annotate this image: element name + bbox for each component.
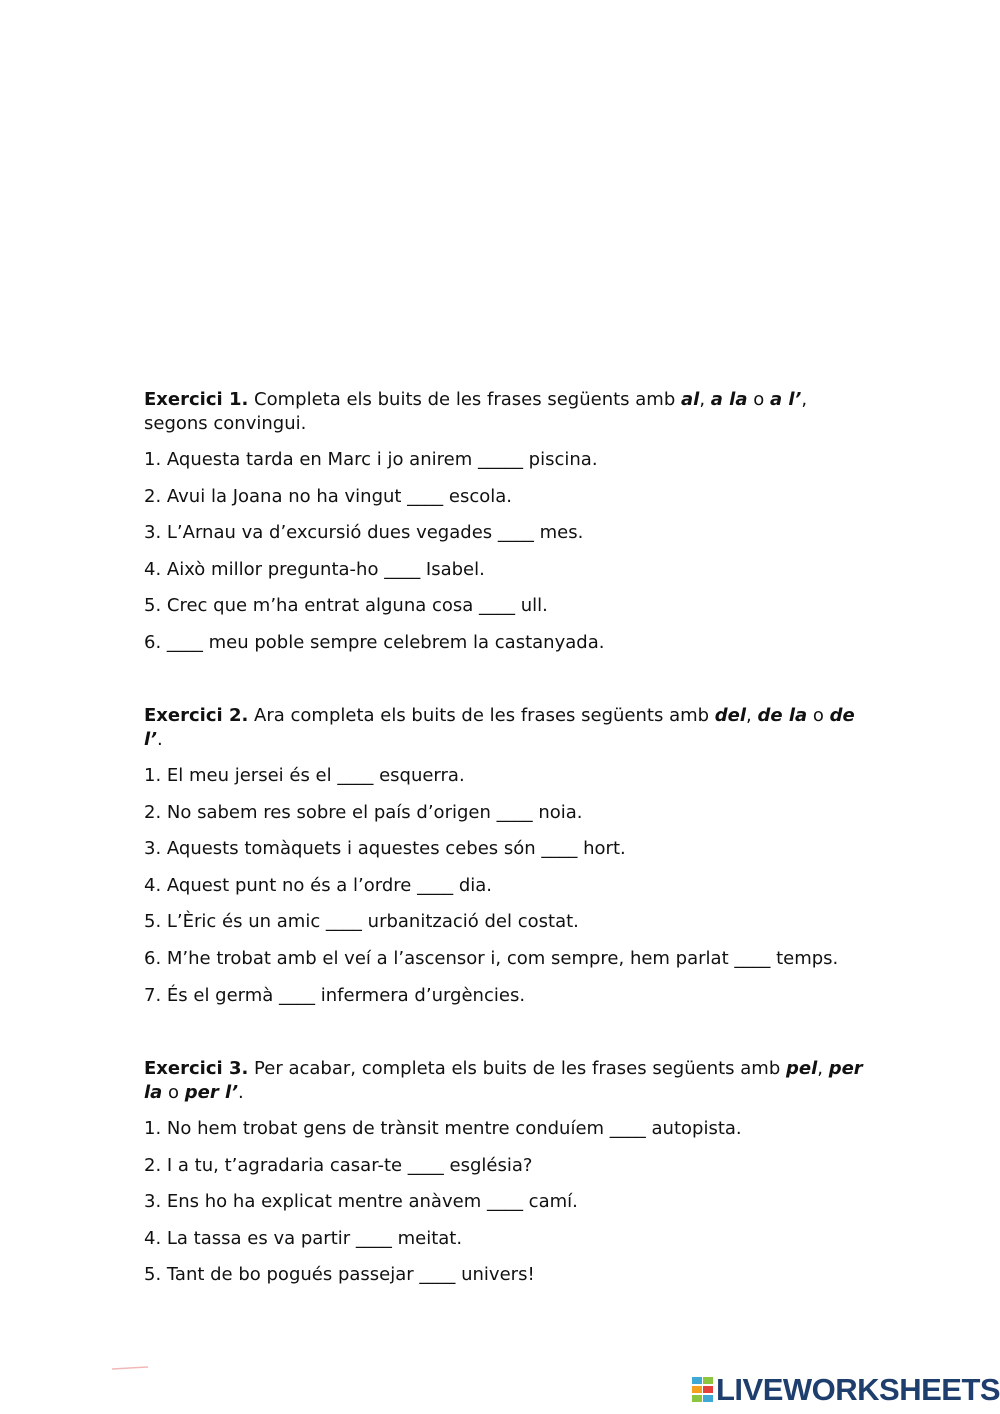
instruction-text: o: [807, 705, 830, 726]
instruction-text: Ara completa els buits de les frases següents amb: [248, 705, 715, 726]
option-de-l: de l’: [144, 705, 855, 750]
exercise-item: 1. Aquesta tarda en Marc i jo anirem _____ piscina.: [144, 449, 598, 470]
liveworksheets-logo[interactable]: [692, 1372, 1000, 1408]
option-de-la: de la: [757, 705, 808, 726]
exercise-1-instruction: [144, 388, 864, 436]
instruction-text: Completa els buits de les frases següents amb: [248, 389, 681, 410]
decorative-smudge: [110, 1366, 150, 1370]
liveworksheets-logo-icon: [692, 1377, 714, 1403]
exercise-item: 1. El meu jersei és el ____ esquerra.: [144, 765, 465, 786]
instruction-text: ,: [699, 389, 711, 410]
option-a-l: a l’: [769, 389, 802, 410]
option-per-la: per la: [144, 1058, 863, 1103]
instruction-text: ,: [817, 1058, 829, 1079]
exercise-item: 4. La tassa es va partir ____ meitat.: [144, 1227, 463, 1249]
exercise-3-list: [144, 1117, 864, 1300]
exercise-2-list: [144, 764, 864, 1020]
option-pel: pel: [785, 1058, 818, 1079]
instruction-text: o: [747, 389, 770, 410]
instruction-text: .: [238, 1082, 244, 1103]
exercise-3-instruction: [144, 1057, 864, 1105]
exercise-item: 3. Ens ho ha explicat mentre anàvem ____ camí.: [144, 1191, 578, 1213]
instruction-text: o: [162, 1082, 185, 1103]
instruction-text: , segons convingui.: [144, 389, 808, 434]
exercise-item: 2. Avui la Joana no ha vingut ____ escola.: [144, 485, 513, 507]
exercise-2-heading: Exercici 2.: [144, 705, 249, 726]
exercise-item: 3. L’Arnau va d’excursió dues vegades ____ mes.: [144, 522, 584, 544]
exercise-item: 5. L’Èric és un amic ____ urbanització del costat.: [144, 911, 579, 933]
exercise-item: 6. M’he trobat amb el veí a l’ascensor i, com sempre, hem parlat ____ temps.: [144, 947, 839, 969]
exercise-item: 6. ____ meu poble sempre celebrem la castanyada.: [144, 631, 605, 653]
exercise-2-instruction: [144, 704, 864, 752]
instruction-text: ,: [746, 705, 758, 726]
exercise-3-heading: Exercici 3.: [144, 1058, 249, 1079]
logo-text: LIVEWORKSHEETS: [716, 1372, 1000, 1407]
exercise-2: [144, 704, 864, 1020]
instruction-text: Per acabar, completa els buits de les frases següents amb: [248, 1058, 786, 1079]
option-del: del: [714, 705, 747, 726]
option-per-l: per l’: [184, 1082, 239, 1103]
exercise-item: 1. No hem trobat gens de trànsit mentre conduíem ____ autopista.: [144, 1118, 742, 1139]
exercise-1: [144, 388, 864, 668]
exercise-3: [144, 1057, 864, 1300]
option-a-la: a la: [710, 389, 748, 410]
exercise-1-heading: Exercici 1.: [144, 389, 249, 410]
instruction-text: .: [157, 729, 163, 750]
exercise-1-list: [144, 448, 864, 668]
exercise-item: 4. Aquest punt no és a l’ordre ____ dia.: [144, 874, 492, 896]
exercise-item: 3. Aquests tomàquets i aquestes cebes són ____ hort.: [144, 838, 626, 860]
exercise-item: 7. És el germà ____ infermera d’urgències.: [144, 984, 526, 1006]
exercise-item: 2. I a tu, t’agradaria casar-te ____ església?: [144, 1154, 533, 1176]
exercise-item: 4. Això millor pregunta-ho ____ Isabel.: [144, 558, 485, 580]
exercise-item: 5. Tant de bo pogués passejar ____ univers!: [144, 1264, 535, 1286]
exercise-item: 2. No sabem res sobre el país d’origen ____ noia.: [144, 801, 583, 823]
option-al: al: [680, 389, 700, 410]
exercise-item: 5. Crec que m’ha entrat alguna cosa ____ ull.: [144, 595, 548, 617]
